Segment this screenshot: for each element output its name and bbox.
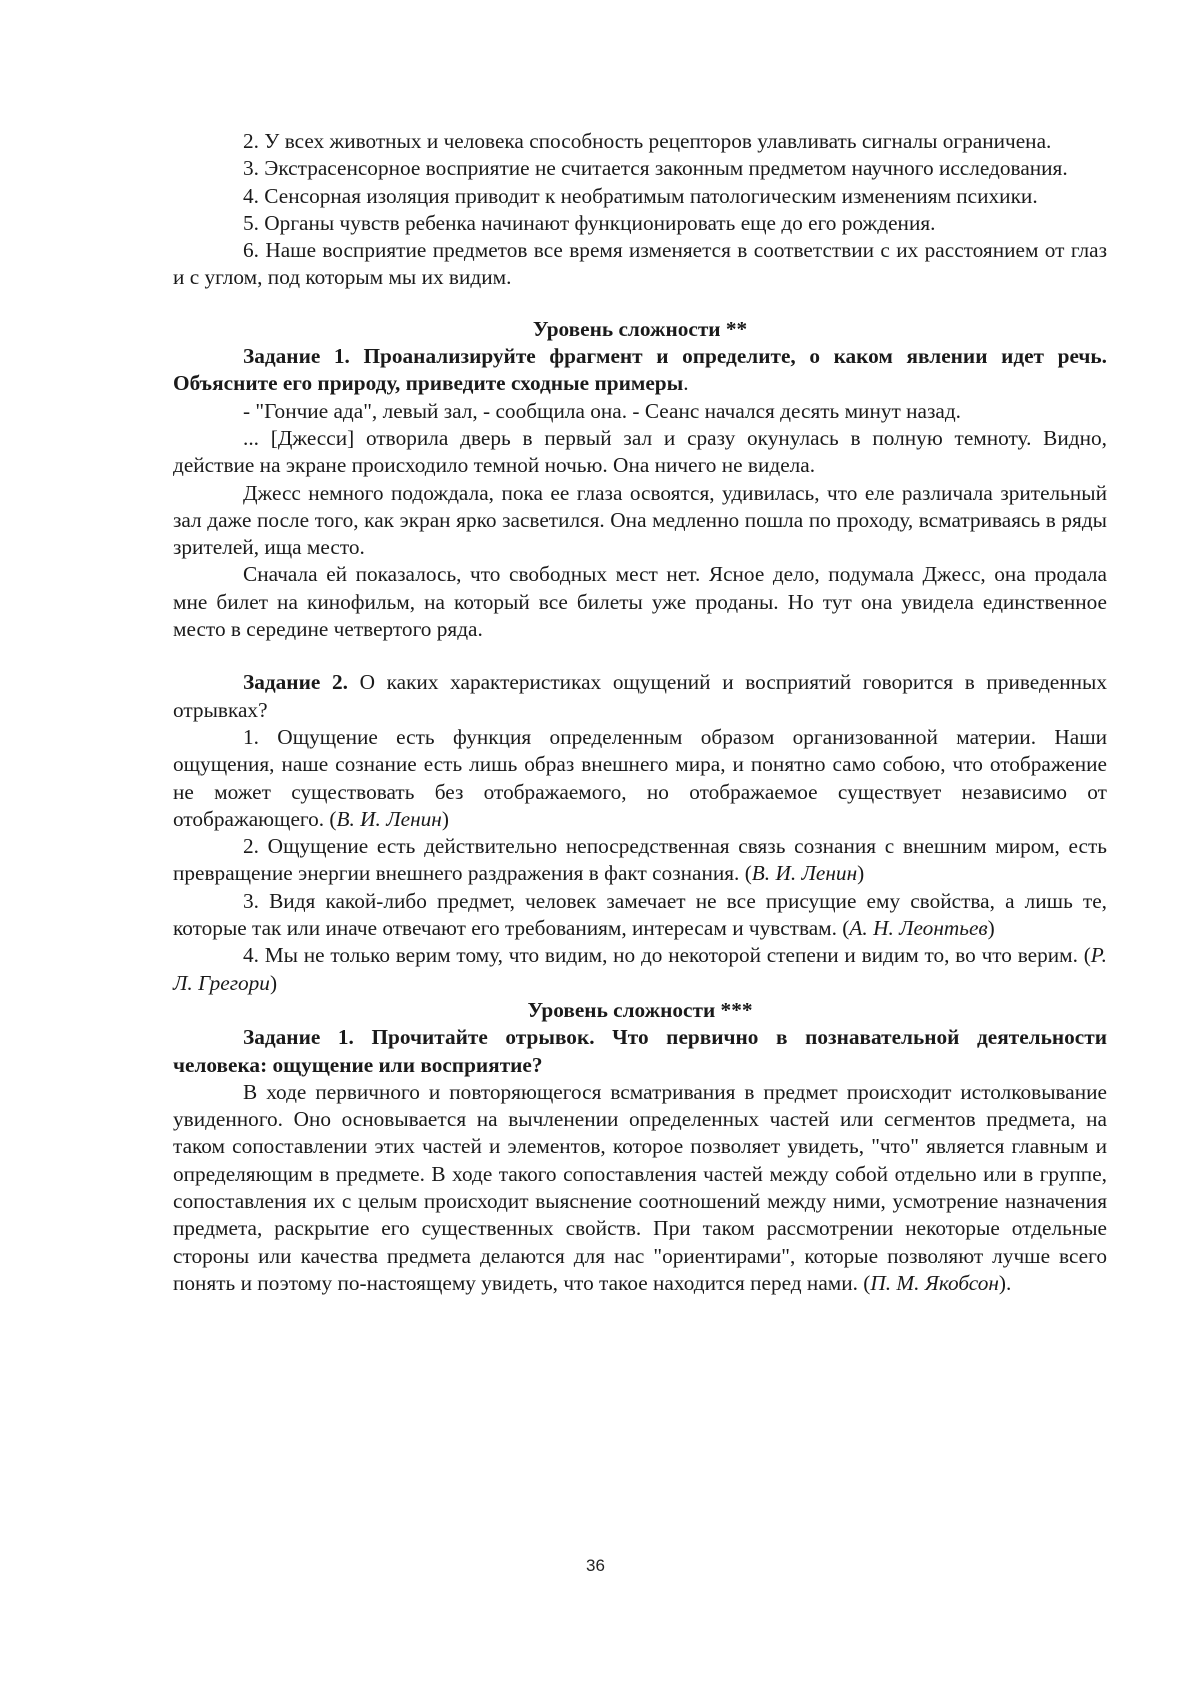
level-3-task-1-title: Задание 1. Прочитайте отрывок. Что первично в познавательной деятельности человека: ощущение или восприятие? [173,1025,1107,1077]
statement-6: 6. Наше восприятие предметов все время изменяется в соответствии с их расстоянием от глаз и с углом, под которым мы их видим. [173,238,1107,290]
excerpt-end: ). [998,1270,1012,1295]
statement-4: 4. Сенсорная изоляция приводит к необратимым патологическим изменениям психики. [243,183,1038,208]
quote-end: ) [441,806,449,831]
level-2-heading: Уровень сложности ** [532,316,748,341]
task-2-label: Задание 2. [243,670,348,695]
quote-text: 2. Ощущение есть действительно непосредственная связь сознания с внешним миром, есть превращение энергии внешнего раздражения в факт сознания. ( [173,834,1107,886]
level-3-heading: Уровень сложности *** [527,997,753,1022]
task-title-end: . [683,371,689,396]
quote-4 [173,942,1107,997]
statement-5: 5. Органы чувств ребенка начинают функционировать еще до его рождения. [243,210,936,235]
fragment-paragraph: Джесс немного подождала, пока ее глаза освоятся, удивилась, что еле различала зрительный зал даже после того, как экран ярко засветился. Она медленно пошла по проходу, всматриваясь в ряды зрителей, ища место. [173,480,1107,560]
level-2-task-1-title [173,343,1107,398]
quote-text: 3. Видя какой-либо предмет, человек замечает не все присущие ему свойства, а лишь те, которые так или иначе отвечают его требованиям, интересам и чувствам. ( [173,888,1107,941]
task-title-bold: Задание 1. Проанализируйте фрагмент и определите, о каком явлении идет речь. Объясните его природу, приведите сходные примеры [173,344,1107,396]
quote-author: В. И. Ленин [751,861,858,886]
statement-3: 3. Экстрасенсорное восприятие не считается законным предметом научного исследования. [243,156,1068,181]
quote-1 [173,724,1107,833]
page-number: 36 [586,1556,605,1575]
quote-end: ) [987,916,995,941]
statement-2: 2. У всех животных и человека способность рецепторов улавливать сигналы ограничена. [243,129,1052,153]
page-body [173,128,1107,1297]
quote-2 [173,833,1107,888]
quote-author: Р. Л. Грегори [173,943,1107,995]
quote-author: А. Н. Леонтьев [849,916,988,941]
fragment-paragraph: ... [Джесси] отворила дверь в первый зал и сразу окунулась в полную темноту. Видно, действие на экране происходило темной ночью. Она ничего не видела. [173,425,1107,478]
quote-end: ) [269,970,278,995]
level-3-task-1-text [173,1079,1107,1297]
quote-3 [173,888,1107,943]
quote-end: ) [857,861,865,886]
quote-author: В. И. Ленин [336,806,442,831]
fragment-paragraph: - "Гончие ада", левый зал, - сообщила она. - Сеанс начался десять минут назад. [243,398,962,423]
task-2-question: О каких характеристиках ощущений и восприятий говорится в приведенных отрывках? [173,670,1107,722]
excerpt-author: П. М. Якобсон [870,1270,999,1295]
quote-text: 1. Ощущение есть функция определенным образом организованной материи. Наши ощущения, наше сознание есть лишь образ внешнего мира, и понятно само собою, что отображение не может существовать без отображаемого, но отображаемое существует независимо от отображающего. ( [173,724,1107,831]
level-2-task-2 [173,669,1107,724]
excerpt-text: В ходе первичного и повторяющегося всматривания в предмет происходит истолковывание увиденного. Оно основывается на вычленении определенных частей или сегментов предмета, на таком сопоставлении этих частей и элементов, которое позволяет увидеть, "что" является главным и определяющим в предмете. В ходе такого сопоставления частей между собой отдельно или в группе, сопоставления их с целым происходит выяснение соотношений между ними, усмотрение назначения предмета, раскрытие его существенных свойств. При таком рассмотрении некоторые отдельные стороны или качества предмета делаются для нас "ориентирами", которые позволяют лучше всего понять и поэтому по-настоящему увидеть, что такое находится перед нами. ( [173,1079,1107,1295]
fragment-paragraph: Сначала ей показалось, что свободных мест нет. Ясное дело, подумала Джесс, она продала мне билет на кинофильм, на который все билеты уже проданы. Но тут она увидела единственное место в середине четвертого ряда. [173,562,1107,642]
quote-text: 4. Мы не только верим тому, что видим, но до некоторой степени и видим то, во что верим. ( [243,943,1091,968]
